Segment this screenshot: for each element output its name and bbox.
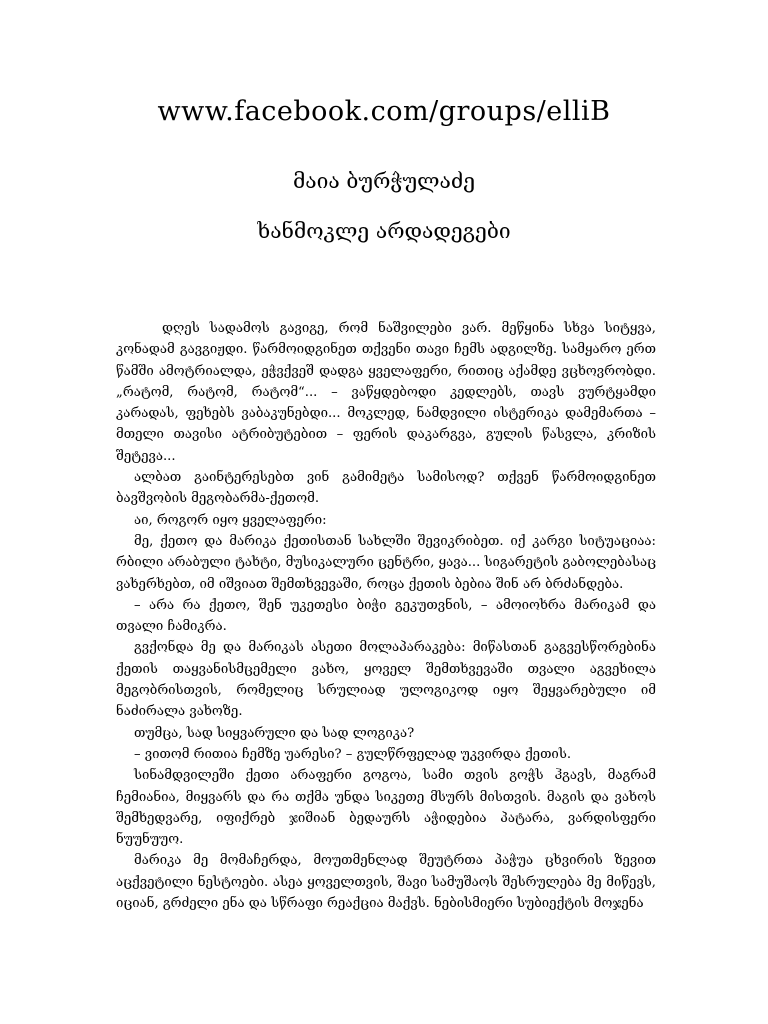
paragraph: გვქონდა მე და მარიკას ასეთი მოლაპარაკება: მიწასთან გაგვესწორებინა ქეთის თაყვანისმცემელი ვახო, ყოველ შემთხვევაში თვალი აგვეხილა მეგობრისთვის, რომელიც სრულიად ულოგიკოდ იყო შეყვარებული იმ ნაძირალა ვახოზე. <box>116 640 656 720</box>
source-url-header: www.facebook.com/groups/elliB <box>157 96 611 127</box>
body-text <box>116 318 656 914</box>
book-title: ხანმოკლე არდადეგები <box>257 219 511 243</box>
paragraph: – არა რა ქეთო, შენ უკეთესი ბიჭი გეკუთვნის, – ამოიოხრა მარიკამ და თვალი ჩამიკრა. <box>116 597 656 635</box>
paragraph: მარიკა მე მომაჩერდა, მოუთმენლად შეუტრთა პაჭუა ცხვირის ზევით აცქვეტილი ნესტოები. ასეა ყოველთვის, შავი სამუშაოს შესრულება მე მიწევს, იციან, გრძელი ენა და სწრაფი რეაქცია მაქვს. ნებისმიერი სუბიექტის მოჯენა <box>116 853 656 912</box>
paragraph: დღეს სადამოს გავიგე, რომ ნაშვილები ვარ. მეწყინა სხვა სიტყვა, კონადამ გავგიჟდი. წარმოიდგინეთ თქვენი თავი ჩემს ადგილზე. სამყარო ერთ წამში ამოტრიალდა, ეჭვქვეშ დადგა ყველაფერი, რითიც აქამდე ვცხოვრობდი. „რატომ, რატომ, რატომ“... – ვაწყდებოდი კედლებს, თავს ვურტყამდი კარადას, ფეხებს ვაბაკუნებდი... მოკლედ, ნამდვილი ისტერიკა დამემართა – მთელი თავისი ატრიბუტებით – ფერის დაკარგვა, გულის წასვლა, კრიზის შეტევა... <box>116 321 656 464</box>
paragraph: სინამდვილეში ქეთი არაფერი გოგოა, სამი თვის გოჭს ჰგავს, მაგრამ ჩემიანია, მიყვარს და რა თქმა უნდა სიკეთე მსურს მისთვის. მაგის და ვახოს შემხედვარე, იფიქრებ ჯიშიან ბედაურს აჭიდებია პატარა, ვარდისფერი ნუუნუუო. <box>116 768 656 848</box>
paragraph: – ვითომ რითია ჩემზე უარესი? – გულწრფელად უკვირდა ქეთის. <box>134 746 572 762</box>
author-name: მაია ბურჭულაძე <box>293 169 475 193</box>
paragraph: აი, როგორ იყო ყველაფერი: <box>134 512 327 528</box>
paragraph: ალბათ გაინტერესებთ ვინ გამიმეტა სამისოდ? თქვენ წარმოიდგინეთ ბავშვობის მეგობარმა-ქეთომ. <box>116 470 656 507</box>
paragraph: თუმცა, სად სიყვარული და სად ლოგიკა? <box>134 725 415 741</box>
paragraph: მე, ქეთო და მარიკა ქეთისთან სახლში შევიკრიბეთ. იქ კარგი სიტუაციაა: რბილი არაბული ტახტი, მუსიკალური ცენტრი, ყავა... სიგარეტის გაბოლებასაც ვახერხებთ, იმ იშვიათ შემთხვევაში, როცა ქეთის ბებია შინ არ ბრძანდება. <box>116 533 656 592</box>
